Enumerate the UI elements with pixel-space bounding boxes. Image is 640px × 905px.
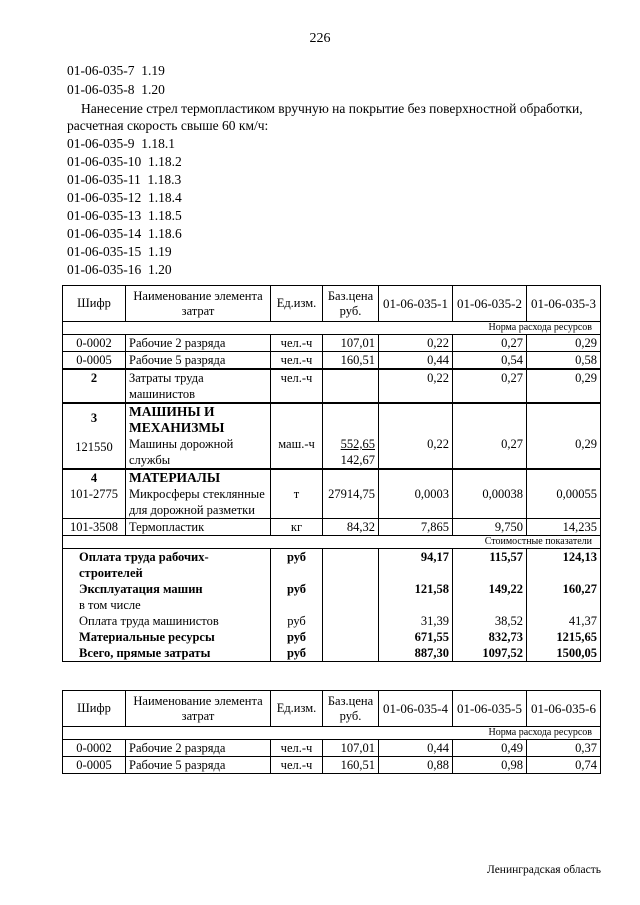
total-name: Эксплуатация машин [63, 581, 271, 597]
empty-cell [323, 645, 379, 662]
cell-unit: маш.-ч [271, 403, 323, 469]
cell-price: 27914,75 [323, 469, 379, 519]
cell-value: 0,98 [453, 757, 527, 774]
header-col: 01-06-035-5 [453, 691, 527, 727]
cell-value: 0,00055 [527, 469, 601, 519]
code-line: 01-06-035-16 1.20 [67, 262, 172, 277]
cell-value: 0,54 [453, 352, 527, 370]
cell-value: 0,88 [379, 757, 453, 774]
code-line: 01-06-035-12 1.18.4 [67, 190, 182, 205]
cell-code [63, 403, 126, 469]
table-row [63, 352, 601, 370]
table-header [63, 691, 601, 727]
empty-cell [323, 549, 379, 582]
code-line: 01-06-035-14 1.18.6 [67, 226, 182, 241]
machine-name: Машины дорожной службы [129, 437, 234, 467]
total-value: 1215,65 [527, 629, 601, 645]
table-header [63, 286, 601, 322]
cell-value: 14,235 [527, 519, 601, 536]
total-value: 94,17 [379, 549, 453, 582]
header-unit: Ед.изм. [271, 286, 323, 322]
empty-cell [323, 581, 379, 597]
cell-code: 0-0005 [63, 352, 126, 370]
cell-value: 0,29 [527, 335, 601, 352]
cell-value: 0,49 [453, 740, 527, 757]
total-row [63, 645, 601, 662]
total-value [527, 597, 601, 613]
cell-name: Рабочие 5 разряда [126, 757, 271, 774]
table-row [63, 740, 601, 757]
header-price: Баз.цена руб. [323, 286, 379, 322]
total-value: 38,52 [453, 613, 527, 629]
total-row [63, 613, 601, 629]
section-title: МАТЕРИАЛЫ [129, 470, 221, 485]
section-number: 4 [90, 471, 98, 485]
header-name: Наименование элемента затрат [126, 286, 271, 322]
cell-value: 0,27 [453, 403, 527, 469]
region-footer: Ленинградская область [486, 864, 601, 876]
cell-code: 0-0002 [63, 335, 126, 352]
cell-code: 2 [63, 369, 126, 403]
section-number: 3 [90, 411, 98, 425]
cell-value: 0,22 [379, 369, 453, 403]
empty-cell [323, 597, 379, 613]
section-title: МАШИНЫ И МЕХАНИЗМЫ [129, 404, 225, 435]
cell-value: 0,27 [453, 369, 527, 403]
cell-name [126, 403, 271, 469]
cell-name: Рабочие 2 разряда [126, 740, 271, 757]
cell-name: Рабочие 2 разряда [126, 335, 271, 352]
total-row [63, 629, 601, 645]
cell-unit: чел.-ч [271, 757, 323, 774]
cell-value: 0,58 [527, 352, 601, 370]
header-col: 01-06-035-4 [379, 691, 453, 727]
cell-value: 0,44 [379, 740, 453, 757]
cell-value: 0,44 [379, 352, 453, 370]
header-name: Наименование элемента затрат [126, 691, 271, 727]
total-unit: руб [271, 581, 323, 597]
total-value: 121,58 [379, 581, 453, 597]
total-row [63, 549, 601, 582]
total-name: Оплата труда машинистов [63, 613, 271, 629]
machine-code: 121550 [75, 440, 113, 454]
total-unit: руб [271, 549, 323, 582]
cell-value: 0,29 [527, 369, 601, 403]
cell-unit: чел.-ч [271, 352, 323, 370]
table-row [63, 403, 601, 469]
total-name: Оплата труда рабочих-строителей [63, 549, 271, 582]
header-col: 01-06-035-6 [527, 691, 601, 727]
code-line: 01-06-035-10 1.18.2 [67, 154, 182, 169]
material-code: 101-2775 [70, 487, 118, 501]
total-value: 832,73 [453, 629, 527, 645]
material-name: Микросферы стеклянные для дорожной разметки [129, 487, 265, 517]
code-line: 01-06-035-7 1.19 [67, 63, 165, 78]
cell-name [126, 469, 271, 519]
total-value: 160,27 [527, 581, 601, 597]
total-value: 124,13 [527, 549, 601, 582]
price-top: 552,65 [340, 437, 375, 451]
header-col: 01-06-035-1 [379, 286, 453, 322]
cell-value: 0,29 [527, 403, 601, 469]
table-row [63, 757, 601, 774]
total-name: Всего, прямые затраты [63, 645, 271, 662]
total-value [453, 597, 527, 613]
cell-price [323, 403, 379, 469]
cell-price: 107,01 [323, 335, 379, 352]
cell-code: 101-3508 [63, 519, 126, 536]
cell-value: 0,74 [527, 757, 601, 774]
work-description: Нанесение стрел термопластиком вручную на покрытие без поверхностной обработки, расчетная скорость свыше 60 км/ч: [67, 101, 583, 133]
table-row [63, 335, 601, 352]
section-row [63, 536, 601, 549]
cell-value: 0,37 [527, 740, 601, 757]
total-value: 41,37 [527, 613, 601, 629]
cell-value: 9,750 [453, 519, 527, 536]
code-line: 01-06-035-8 1.20 [67, 82, 165, 97]
cell-unit: чел.-ч [271, 740, 323, 757]
table-row [63, 369, 601, 403]
table-row [63, 519, 601, 536]
section-row [63, 727, 601, 740]
header-price: Баз.цена руб. [323, 691, 379, 727]
cell-name: Рабочие 5 разряда [126, 352, 271, 370]
empty-cell [323, 613, 379, 629]
price-bottom: 142,67 [340, 453, 375, 467]
cell-value: 0,22 [379, 403, 453, 469]
cell-price [323, 369, 379, 403]
total-unit: руб [271, 629, 323, 645]
total-name: в том числе [63, 597, 271, 613]
cell-name: Затраты труда машинистов [126, 369, 271, 403]
resource-table-2 [62, 690, 601, 774]
total-value: 887,30 [379, 645, 453, 662]
total-value [379, 597, 453, 613]
total-value: 31,39 [379, 613, 453, 629]
cost-label: Стоимостные показатели [63, 536, 601, 549]
header-code: Шифр [63, 691, 126, 727]
code-line: 01-06-035-13 1.18.5 [67, 208, 182, 223]
total-name: Материальные ресурсы [63, 629, 271, 645]
section-row [63, 322, 601, 335]
cell-value: 7,865 [379, 519, 453, 536]
cell-unit: чел.-ч [271, 369, 323, 403]
cell-unit: т [271, 469, 323, 519]
total-value: 149,22 [453, 581, 527, 597]
page-number: 226 [309, 31, 331, 46]
cell-value: 0,27 [453, 335, 527, 352]
header-col: 01-06-035-3 [527, 286, 601, 322]
empty-cell [323, 629, 379, 645]
cell-price: 107,01 [323, 740, 379, 757]
total-value: 1097,52 [453, 645, 527, 662]
cell-unit: чел.-ч [271, 335, 323, 352]
total-unit: руб [271, 613, 323, 629]
cell-price: 84,32 [323, 519, 379, 536]
total-row [63, 597, 601, 613]
cell-price: 160,51 [323, 757, 379, 774]
header-col: 01-06-035-2 [453, 286, 527, 322]
total-row [63, 581, 601, 597]
header-unit: Ед.изм. [271, 691, 323, 727]
norm-label: Норма расхода ресурсов [63, 727, 601, 740]
cell-code: 0-0002 [63, 740, 126, 757]
total-value: 115,57 [453, 549, 527, 582]
cell-price: 160,51 [323, 352, 379, 370]
cell-value: 0,22 [379, 335, 453, 352]
total-unit: руб [271, 645, 323, 662]
total-unit [271, 597, 323, 613]
code-line: 01-06-035-15 1.19 [67, 244, 172, 259]
table-row [63, 469, 601, 519]
cell-code [63, 469, 126, 519]
cell-value: 0,0003 [379, 469, 453, 519]
code-line: 01-06-035-11 1.18.3 [67, 172, 182, 187]
resource-table-1 [62, 285, 601, 662]
cell-unit: кг [271, 519, 323, 536]
cell-name: Термопластик [126, 519, 271, 536]
cell-value: 0,00038 [453, 469, 527, 519]
header-code: Шифр [63, 286, 126, 322]
total-value: 1500,05 [527, 645, 601, 662]
total-value: 671,55 [379, 629, 453, 645]
norm-label: Норма расхода ресурсов [63, 322, 601, 335]
code-line: 01-06-035-9 1.18.1 [67, 136, 175, 151]
cell-code: 0-0005 [63, 757, 126, 774]
